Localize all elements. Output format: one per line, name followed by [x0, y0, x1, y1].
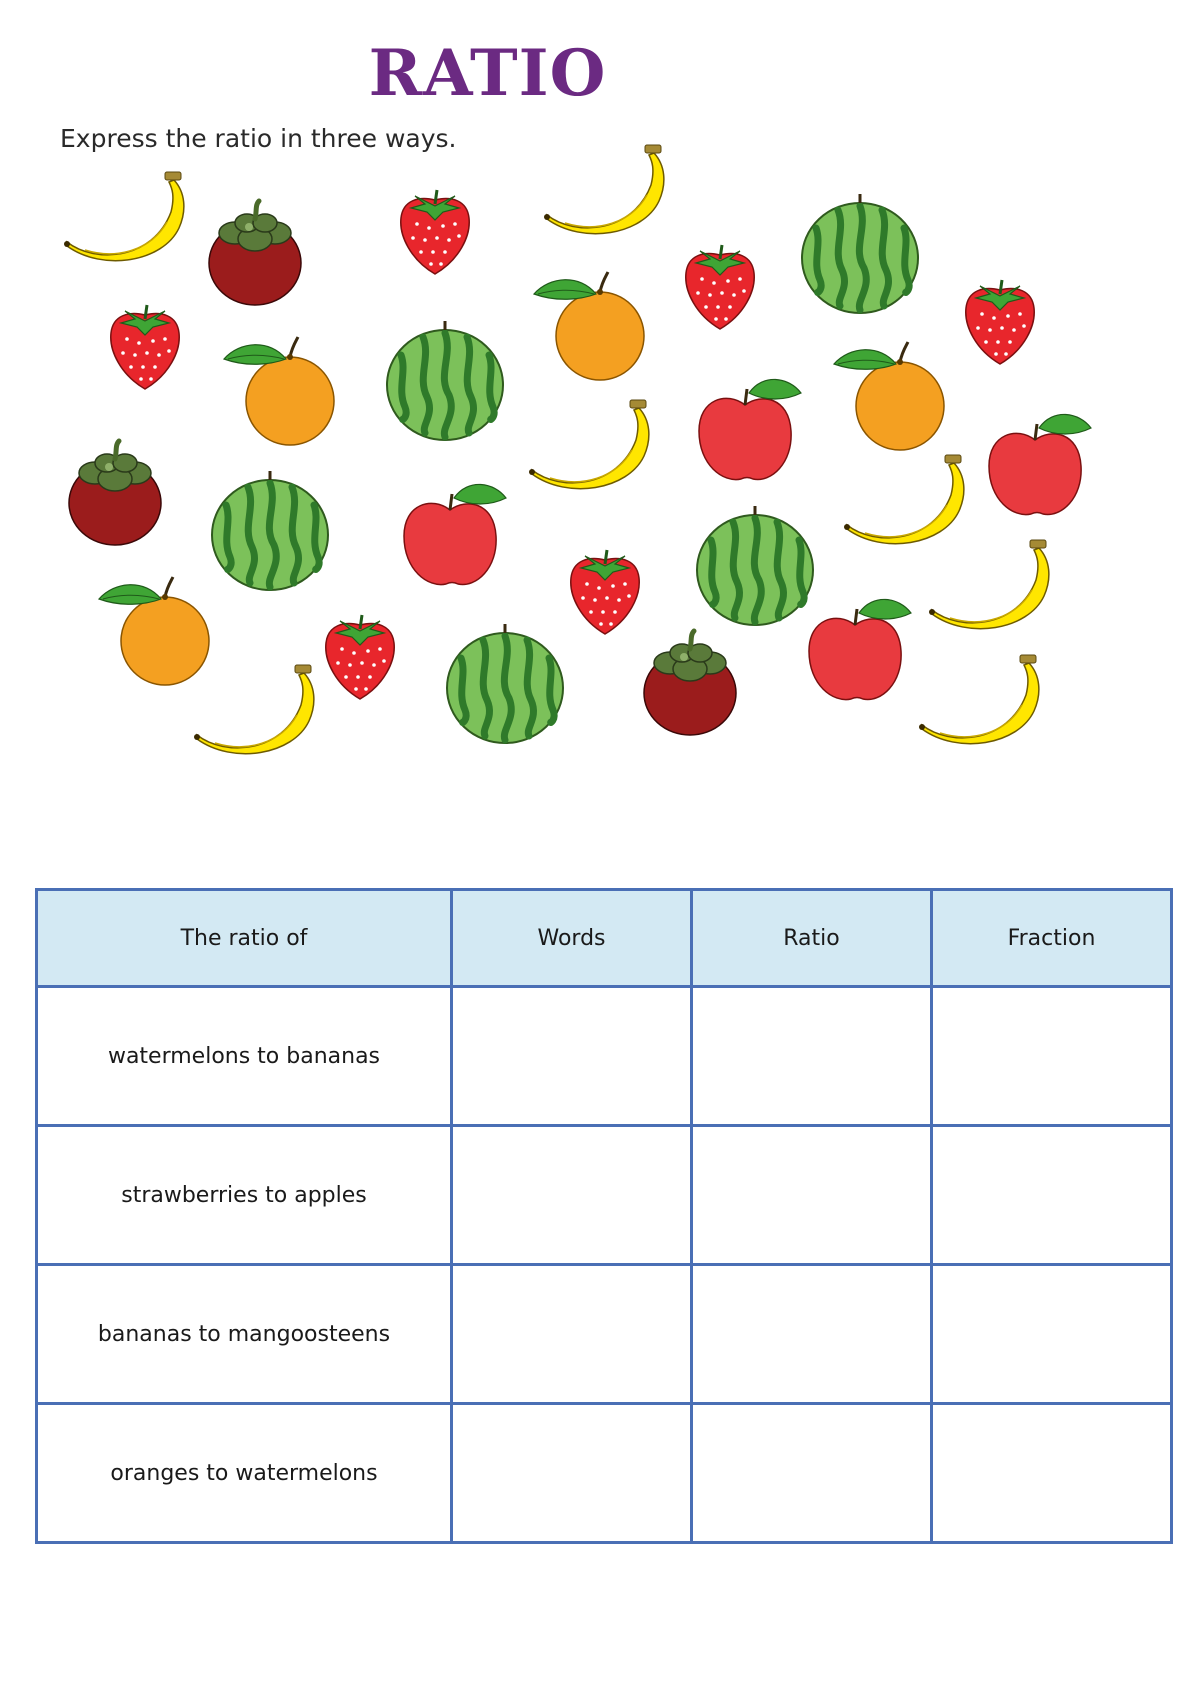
words-answer-cell[interactable]	[452, 1126, 692, 1265]
orange-icon	[525, 255, 675, 405]
ratio-answer-cell[interactable]	[692, 1265, 932, 1404]
header-words: Words	[452, 890, 692, 987]
table-row	[37, 1265, 1172, 1404]
ratio-table	[35, 888, 1173, 1544]
instruction-text: Express the ratio in three ways.	[60, 124, 457, 153]
row-label: strawberries to apples	[37, 1126, 452, 1265]
mangosteen-icon	[180, 180, 330, 330]
header-ratio: Ratio	[692, 890, 932, 987]
ratio-answer-cell[interactable]	[692, 1404, 932, 1543]
apple-icon	[780, 580, 930, 730]
row-label: bananas to mangoosteens	[37, 1265, 452, 1404]
header-fraction: Fraction	[932, 890, 1172, 987]
table-row	[37, 1404, 1172, 1543]
strawberry-icon	[360, 155, 510, 305]
apple-icon	[960, 395, 1110, 545]
row-label: oranges to watermelons	[37, 1404, 452, 1543]
words-answer-cell[interactable]	[452, 987, 692, 1126]
ratio-answer-cell[interactable]	[692, 1126, 932, 1265]
page-title: RATIO	[368, 36, 607, 111]
table-row	[37, 1126, 1172, 1265]
orange-icon	[215, 320, 365, 470]
words-answer-cell[interactable]	[452, 1265, 692, 1404]
fraction-answer-cell[interactable]	[932, 987, 1172, 1126]
fraction-answer-cell[interactable]	[932, 1265, 1172, 1404]
orange-icon	[90, 560, 240, 710]
header-ratio-of: The ratio of	[37, 890, 452, 987]
fruit-illustration	[0, 150, 1200, 840]
fraction-answer-cell[interactable]	[932, 1404, 1172, 1543]
apple-icon	[670, 360, 820, 510]
table-header-row	[37, 890, 1172, 987]
banana-icon	[515, 385, 665, 535]
row-label: watermelons to bananas	[37, 987, 452, 1126]
watermelon-icon	[430, 613, 580, 763]
words-answer-cell[interactable]	[452, 1404, 692, 1543]
mangosteen-icon	[615, 610, 765, 760]
mangosteen-icon	[40, 420, 190, 570]
watermelon-icon	[370, 310, 520, 460]
watermelon-icon	[785, 183, 935, 333]
table-row	[37, 987, 1172, 1126]
orange-icon	[825, 325, 975, 475]
fraction-answer-cell[interactable]	[932, 1126, 1172, 1265]
ratio-answer-cell[interactable]	[692, 987, 932, 1126]
apple-icon	[375, 465, 525, 615]
